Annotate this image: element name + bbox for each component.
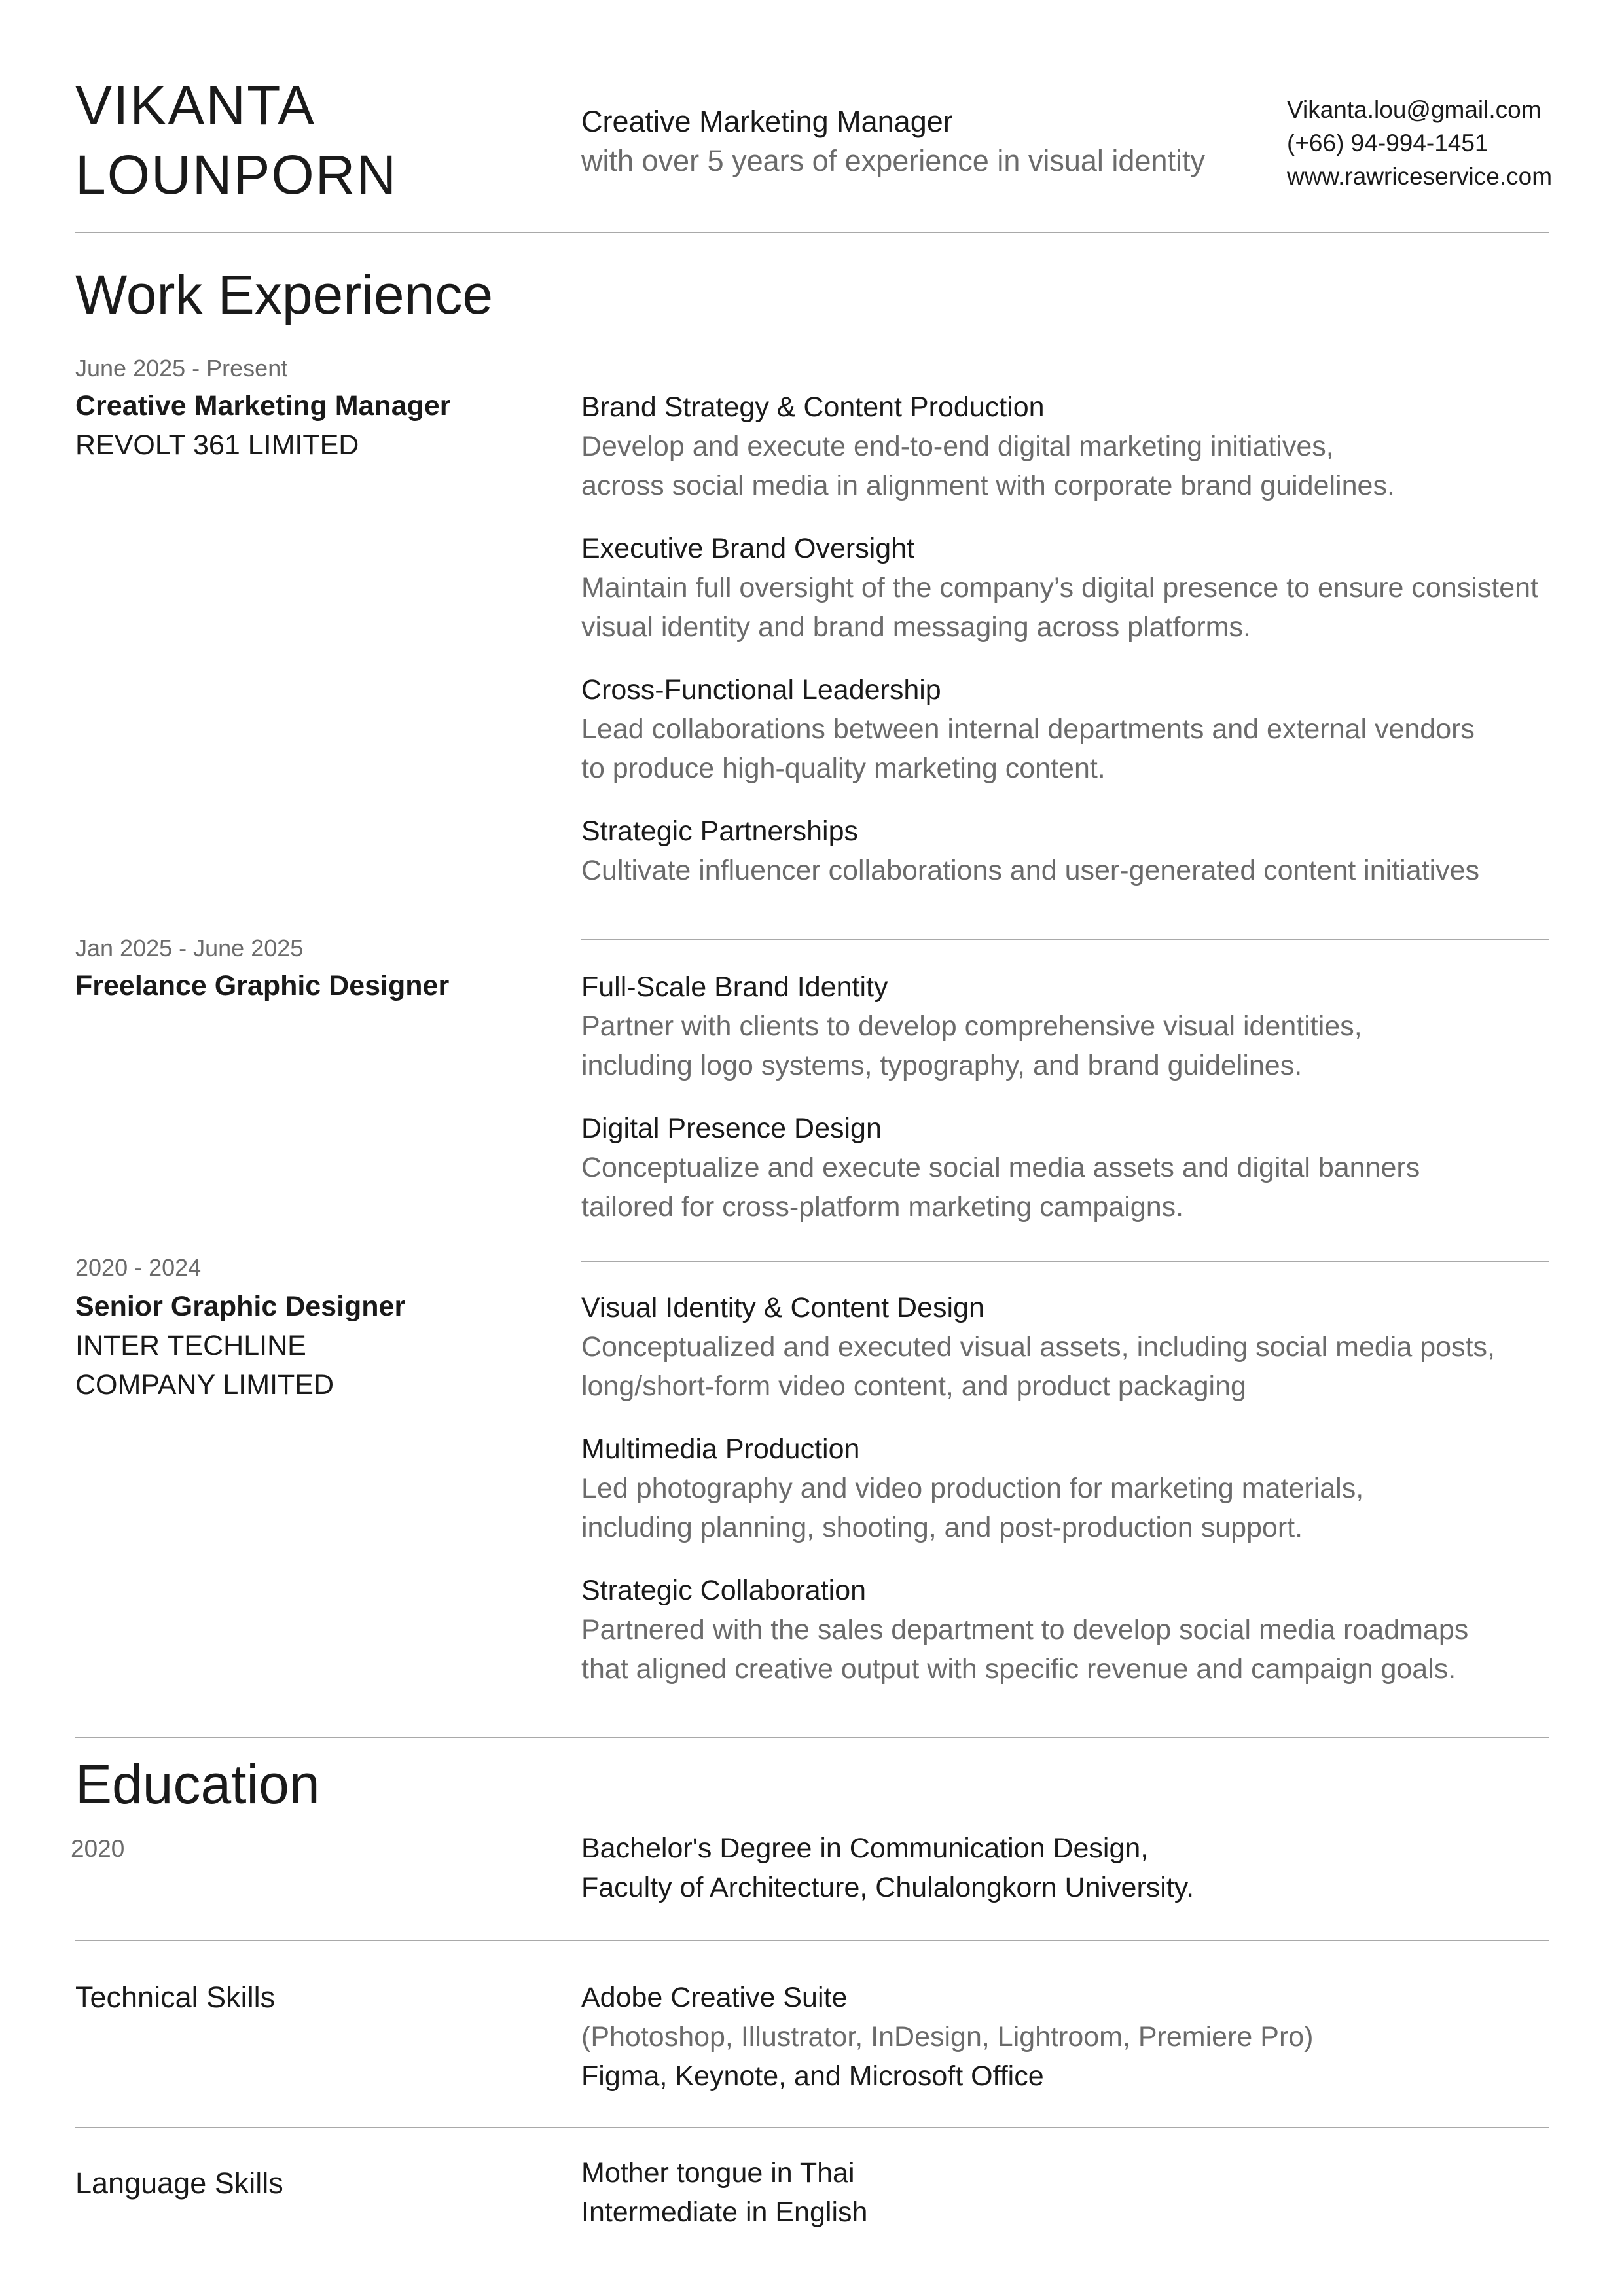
job-item-title: Visual Identity & Content Design bbox=[581, 1292, 984, 1323]
job-item bbox=[581, 1429, 1363, 1547]
technical-skill-line: Adobe Creative Suite bbox=[581, 1982, 848, 2013]
education-divider bbox=[75, 1737, 1549, 1738]
job-item-line: Develop and execute end-to-end digital marketing initiatives, bbox=[581, 431, 1334, 462]
skills-divider bbox=[75, 1940, 1549, 1941]
job-item-line: visual identity and brand messaging across platforms. bbox=[581, 611, 1251, 643]
language-skills-label: Language Skills bbox=[75, 2166, 283, 2200]
name-line-1: VIKANTA bbox=[75, 75, 316, 136]
job-item-line: including logo systems, typography, and brand guidelines. bbox=[581, 1050, 1303, 1081]
job-date: June 2025 - Present bbox=[75, 355, 288, 382]
job-item-title: Strategic Collaboration bbox=[581, 1575, 867, 1606]
education-degree bbox=[581, 1829, 1194, 1907]
job-item bbox=[581, 670, 1475, 788]
contact-website[interactable]: www.rawriceservice.com bbox=[1287, 163, 1553, 190]
job-role: Creative Marketing Manager bbox=[75, 390, 451, 422]
candidate-name bbox=[75, 71, 397, 209]
job-item-line: tailored for cross-platform marketing campaigns. bbox=[581, 1191, 1184, 1223]
work-experience-title: Work Experience bbox=[75, 264, 494, 325]
technical-skills-list bbox=[581, 1978, 1314, 2096]
contact-email[interactable]: Vikanta.lou@gmail.com bbox=[1287, 96, 1542, 123]
job-item-title: Executive Brand Oversight bbox=[581, 533, 915, 564]
header-divider bbox=[75, 232, 1549, 233]
job-company bbox=[75, 425, 359, 465]
job-item-title: Digital Presence Design bbox=[581, 1113, 882, 1144]
company-line: COMPANY LIMITED bbox=[75, 1369, 334, 1401]
job-item-line: including planning, shooting, and post-production support. bbox=[581, 1512, 1303, 1543]
job-date: 2020 - 2024 bbox=[75, 1254, 202, 1281]
language-divider bbox=[75, 2127, 1549, 2128]
job-item-line: Partnered with the sales department to develop social media roadmaps bbox=[581, 1614, 1469, 1645]
name-line-2: LOUNPORN bbox=[75, 144, 398, 206]
job-item-line: Conceptualized and executed visual assets, including social media posts, bbox=[581, 1331, 1495, 1363]
technical-skills-label: Technical Skills bbox=[75, 1981, 276, 2014]
job-divider bbox=[581, 1261, 1549, 1262]
headline-title: Creative Marketing Manager bbox=[581, 105, 953, 138]
job-item-title: Strategic Partnerships bbox=[581, 816, 859, 847]
job-item-line: to produce high-quality marketing content. bbox=[581, 753, 1106, 784]
job-item bbox=[581, 1288, 1495, 1406]
education-line: Faculty of Architecture, Chulalongkorn University. bbox=[581, 1872, 1195, 1903]
job-item bbox=[581, 529, 1538, 647]
job-divider bbox=[581, 939, 1549, 940]
education-line: Bachelor's Degree in Communication Design, bbox=[581, 1833, 1149, 1864]
job-company bbox=[75, 1326, 334, 1405]
contact-phone: (+66) 94-994-1451 bbox=[1287, 130, 1489, 156]
language-skills-list bbox=[581, 2153, 867, 2232]
technical-skill-line: (Photoshop, Illustrator, InDesign, Lightroom, Premiere Pro) bbox=[581, 2021, 1314, 2053]
education-year: 2020 bbox=[71, 1835, 125, 1862]
job-role: Freelance Graphic Designer bbox=[75, 970, 450, 1001]
headline bbox=[581, 102, 1205, 181]
job-item-line: long/short-form video content, and product packaging bbox=[581, 1371, 1246, 1402]
company-line: INTER TECHLINE bbox=[75, 1330, 306, 1361]
job-item-line: across social media in alignment with corporate brand guidelines. bbox=[581, 470, 1395, 501]
job-role: Senior Graphic Designer bbox=[75, 1291, 406, 1322]
job-item-title: Multimedia Production bbox=[581, 1433, 860, 1465]
job-item bbox=[581, 812, 1479, 890]
job-item-title: Cross-Functional Leadership bbox=[581, 674, 941, 706]
job-item-line: Cultivate influencer collaborations and user-generated content initiatives bbox=[581, 855, 1480, 886]
language-skill-line: Intermediate in English bbox=[581, 2197, 868, 2228]
job-item-line: Conceptualize and execute social media assets and digital banners bbox=[581, 1152, 1420, 1183]
job-item bbox=[581, 967, 1362, 1085]
contact-info bbox=[1287, 93, 1552, 193]
job-item-line: that aligned creative output with specific revenue and campaign goals. bbox=[581, 1653, 1456, 1685]
technical-skill-line: Figma, Keynote, and Microsoft Office bbox=[581, 2060, 1044, 2092]
job-item-line: Maintain full oversight of the company’s digital presence to ensure consistent bbox=[581, 572, 1539, 603]
job-item-line: Led photography and video production for marketing materials, bbox=[581, 1473, 1364, 1504]
job-item bbox=[581, 1109, 1420, 1227]
job-item bbox=[581, 387, 1395, 505]
job-item-title: Full-Scale Brand Identity bbox=[581, 971, 888, 1003]
job-item-title: Brand Strategy & Content Production bbox=[581, 391, 1045, 423]
company-line: REVOLT 361 LIMITED bbox=[75, 429, 359, 461]
headline-subtitle: with over 5 years of experience in visual identity bbox=[581, 144, 1205, 177]
education-title: Education bbox=[75, 1753, 320, 1815]
language-skill-line: Mother tongue in Thai bbox=[581, 2157, 855, 2189]
job-item-line: Lead collaborations between internal departments and external vendors bbox=[581, 713, 1475, 745]
job-date: Jan 2025 - June 2025 bbox=[75, 935, 304, 961]
job-item-line: Partner with clients to develop comprehensive visual identities, bbox=[581, 1011, 1362, 1042]
job-item bbox=[581, 1571, 1468, 1689]
